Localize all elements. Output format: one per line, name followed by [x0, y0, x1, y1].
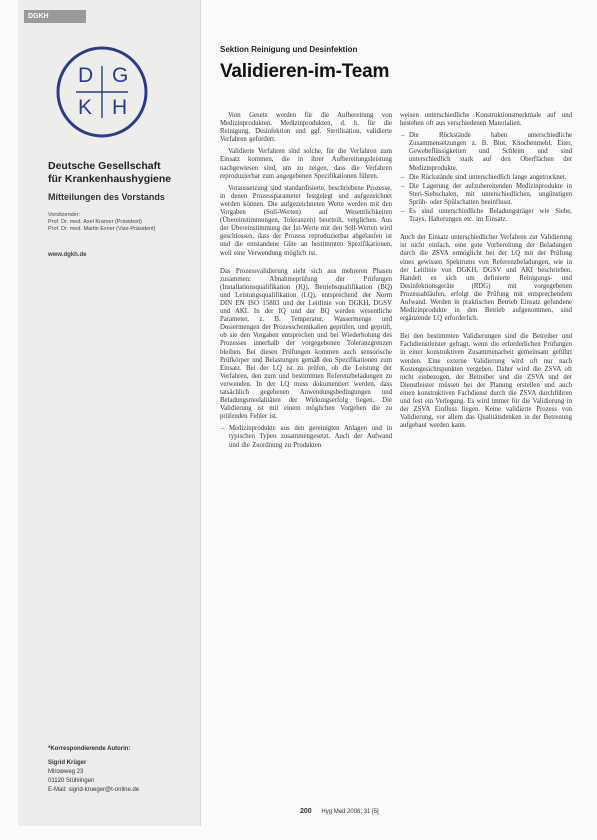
list-item: – Die Rückstände sind unterschiedlich lange angetrocknet. [409, 174, 572, 182]
article-title: Validieren-im-Team [220, 61, 390, 82]
page-footer [300, 808, 379, 815]
paragraph: Validierte Verfahren sind solche, für die Verfahren zum Einsatz kommen, die in ihrer Aufbereitungsleistung nachgewiesen sind, um zu zeigen, dass die Verfahren reproduzierbar zum angegebenen Spezifikationen führen. [220, 148, 392, 180]
paragraph: Vom Gesetz werden für die Aufbereitung von Medizinprodukten, Medizinprodukten, d. h. für die Reinigung, Desinfektion und ggf. Sterilisation, validierte Verfahren gefordert. [220, 112, 392, 144]
paragraph: weisen unterschiedliche Konstruktionsmerkmale auf und bestehen oft aus verschiedenen Materialien. [400, 112, 572, 128]
board-line: Vorsitzender: [48, 212, 81, 218]
text-column-1 [220, 112, 392, 812]
paragraph: Das Prozessvalidierung sieht sich aus mehreren Phasen zusammen: Abnahmeprüfung der Prüfungen (Installationsqualifikation (IQ), Betriebsqualifikation (BQ) und Leistungsqualifikation (LQ), entsprechend der Norm DIN EN ISO 15883 und der Leitlinie von DGKH, DGSV und AKI. In der IQ und der BQ werden wesentliche Parameter, z. B. Temperatur, Wassermenge und Dosiermengen der Prozesschemikalien geprüfen, und geprüft, ob sie den Vorgaben entsprechen und bei Wiederholung des Prozesses innerhalb der vorgegebenen Toleranzgrenzen bleiben. Bei diesen Prüfungen kommen auch sensorische Prüfkörper und Belastungen gemäß den Spezifikationen zum Einsatz. Bei der LQ ist zu prüfen, ob die Leistung der Verfahren, den zum und bestimmten Referenzbeladungen zu verwenden. In der LQ muss dokumentiert werden, dass tatsächlich gegebenen Anwendungsbedingungen und Beladungsmodalitäten der Wirkungserfolg liegen. Die Validierung ist mit einem möglichen Vorgehen die zu prüfenden Fehler ist. [220, 267, 392, 421]
contact-name: Sigrid Krüger [48, 760, 87, 766]
contact-address-line: 01120 Stühlingen [48, 778, 95, 784]
org-subtitle: Mitteilungen des Vorstands [48, 192, 165, 202]
contact-email[interactable]: E-Mail: sigrid-krueger@t-online.de [48, 787, 140, 793]
list-item: – Die Lagerung der aufzubereitenden Medizinprodukte in Steri-Siebschalen, mit unterschiedlichen, ungünstigen Sprüh- oder Spülschatten beeinflusst. [409, 183, 572, 207]
logo-letter-d: D [78, 64, 94, 87]
list-item: – Medizinprodukte aus den gereinigten Anlagen und in typischen Typen zusammengesetzt. Auch der Aufwand und die Zuordnung zu Produkten [229, 425, 392, 449]
bullet-list [220, 425, 392, 449]
board-line: Prof. Dr. med. Martin Exner (Vize-Präsident) [48, 226, 156, 233]
journal-citation: Hyg Med 2006; 31 [5] [321, 809, 379, 815]
org-name-line-2: für Krankenhaushygiene [48, 173, 172, 185]
paragraph: Voraussetzung sind standardisierte, beschriebene Prozesse, in denen Prozessparameter festgelegt und aufgezeichnet werden können. Die aufgezeichneten Werte werden mit den Vorgaben (Soll-Werten) auf Wesentlichkeiten (Übereinstimmungen, Toleranzen) beurteilt, verglichen. Aus der Übereinstimmung der Ist-Werte mit den Soll-Werten wird geschlossen, dass der Prozess reproduzierbar abgelaufen ist und die entstandene Güte an bestimmten Spezifikationen, weil eine Verwendung möglich ist. [220, 184, 392, 257]
paragraph: Bei den bestimmten Validierungen sind die Betreiber und Fachdienstleister gefragt, wenn die erforderlichen Prüfungen in einer konstruktiven Zusammenarbeit gemeinsam geführt werden. Eine externe Validierung wird oft nur nach Kostengesichtspunkten vergeben. Daher wird die ZSVA oft nicht einbezogen, der Betreiber und die ZSVA und der Dienstleister müssen bei der Planung erstellen und auch einen konstruktiven Fachdienst durch die ZSVA durchführen und fest ein Verlegung. Es wird immer für die Validierung in der ZSVA Einfluss liegen. Keine validierte Prozess von Validierung, vor allem das Qualitätsdenken in der Betreuung aufgebaut werden kann. [400, 333, 572, 430]
org-name-line-1: Deutsche Gesellschaft [48, 160, 161, 172]
text-column-2 [400, 112, 572, 812]
section-heading: Sektion Reinigung und Desinfektion [220, 45, 358, 54]
list-item: – Die Rückstände haben unterschiedliche Zusammensetzungen z. B. Blut, Knochenmehl, Eiter, Gewebeflüssigkeiten und Schleim und sind unterschiedlich stark auf den Oberflächen der Medizinprodukte. [409, 132, 572, 172]
bullet-list [400, 132, 572, 224]
board-line: Prof. Dr. med. Axel Kramer (Präsident) [48, 219, 142, 226]
paragraph: Auch der Einsatz unterschiedlicher Verfahren zur Validierung ist nicht einfach, eine gute Vorbereitung der Beladungen durch die ZSVA ermöglicht bei der LQ mit der Prüfung eines gewissen Spektrums von Referenzbeladungen, wie in der Leitlinie von DGKH, DGSV und AKI beschrieben. Handelt es sich um definierte Reinigungs- und Desinfektionsgeräte (RDG) mit vorgegebenen Prozessabläufen, erfolgt die Prüfung mit entsprechendem Aufwand. Werden in praktischen Betrieb Einsatz gefundene Medizinprodukte in den Betrieb aufgenommen, sind ergänzende LQ erforderlich. [400, 234, 572, 323]
logo-letter-h: H [112, 96, 128, 119]
section-tag: DGKH [24, 10, 86, 23]
page-number: 200 [300, 808, 312, 815]
board-list [48, 212, 198, 234]
website-link[interactable]: www.dgkh.de [48, 252, 87, 258]
logo-letter-g: G [112, 64, 129, 87]
list-item: – Es sind unterschiedliche Beladungsträger wie Siebe, Trays, Halterungen etc. im Einsatz. [409, 208, 572, 224]
contact-heading: *Korrespondierende Autorin: [48, 746, 131, 752]
organization-name [48, 160, 198, 186]
logo-letter-k: K [78, 96, 93, 119]
contact-address-line: Mirowweg 23 [48, 769, 84, 775]
corresponding-author [48, 745, 198, 795]
dgkh-logo [54, 44, 150, 140]
